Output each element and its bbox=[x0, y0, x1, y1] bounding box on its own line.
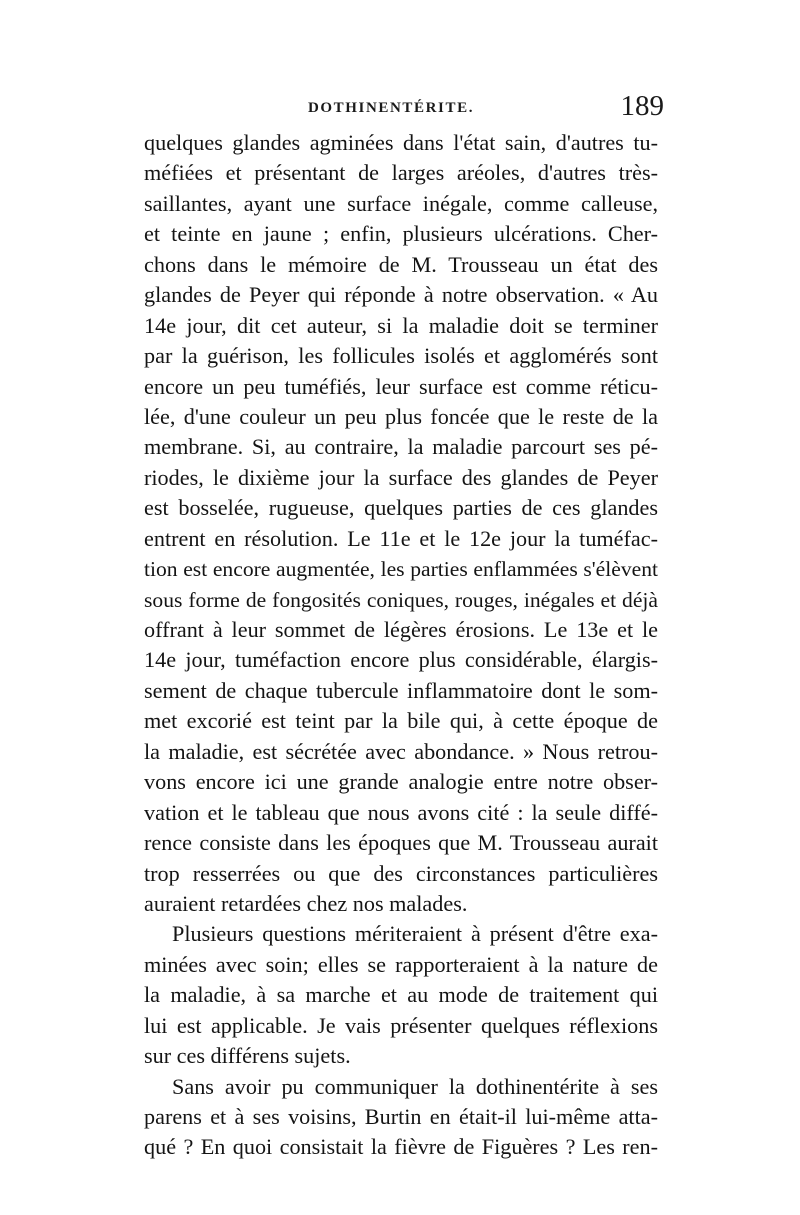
text-line: Plusieurs questions mériteraient à présent d'être exa- bbox=[172, 921, 658, 947]
text-line: glandes de Peyer qui réponde à notre observation. « Au bbox=[144, 282, 658, 308]
text-line: la maladie, est sécrétée avec abondance. » Nous retrou- bbox=[144, 738, 658, 764]
text-line: trop resserrées ou que des circonstances particulières bbox=[144, 860, 658, 886]
text-line: vons encore ici une grande analogie entre notre obser- bbox=[144, 769, 658, 795]
text-line: riodes, le dixième jour la surface des glandes de Peyer bbox=[144, 464, 658, 490]
page-number: 189 bbox=[620, 90, 664, 122]
text-line: 14e jour, dit cet auteur, si la maladie doit se terminer bbox=[144, 312, 658, 338]
text-line: sous forme de fongosités coniques, rouges, inégales et déjà bbox=[144, 587, 658, 612]
text-line: sur ces différens sujets. bbox=[144, 1043, 351, 1069]
running-head bbox=[118, 88, 664, 128]
text-line: lée, d'une couleur un peu plus foncée que le reste de la bbox=[144, 403, 658, 429]
text-line: lui est applicable. Je vais présenter quelques réflexions bbox=[144, 1012, 658, 1038]
text-line: Sans avoir pu communiquer la dothinentérite à ses bbox=[172, 1073, 658, 1099]
text-line: parens et à ses voisins, Burtin en était-il lui-même atta- bbox=[144, 1104, 658, 1129]
text-line: la maladie, à sa marche et au mode de traitement qui bbox=[144, 982, 658, 1008]
text-line: membrane. Si, au contraire, la maladie parcourt ses pé- bbox=[144, 434, 658, 460]
text-line: minées avec soin; elles se rapporteraient à la nature de bbox=[144, 951, 658, 977]
text-line: saillantes, ayant une surface inégale, comme calleuse, bbox=[144, 190, 658, 216]
text-line: encore un peu tuméfiés, leur surface est comme réticu- bbox=[144, 373, 658, 399]
text-line: et teinte en jaune ; enfin, plusieurs ulcérations. Cher- bbox=[144, 221, 658, 247]
text-line: sement de chaque tubercule inflammatoire dont le som- bbox=[144, 677, 658, 703]
text-line: entrent en résolution. Le 11e et le 12e jour la tuméfac- bbox=[144, 525, 658, 551]
text-line: auraient retardées chez nos malades. bbox=[144, 890, 468, 916]
text-line: est bosselée, rugueuse, quelques parties de ces glandes bbox=[144, 495, 658, 521]
text-line: 14e jour, tuméfaction encore plus considérable, élargis- bbox=[144, 647, 658, 673]
text-line: tion est encore augmentée, les parties enflammées s'élèvent bbox=[144, 557, 658, 582]
text-line: quelques glandes agminées dans l'état sain, d'autres tu- bbox=[144, 130, 658, 155]
running-title: DOTHINENTÉRITE. bbox=[307, 100, 475, 116]
text-line: rence consiste dans les époques que M. Trousseau aurait bbox=[144, 830, 658, 856]
text-line: qué ? En quoi consistait la fièvre de Figuères ? Les ren- bbox=[144, 1134, 658, 1160]
body-text bbox=[144, 128, 658, 1163]
text-line: met excorié est teint par la bile qui, à cette époque de bbox=[144, 708, 658, 734]
text-line: par la guérison, les follicules isolés et agglomérés sont bbox=[144, 343, 658, 369]
text-line: méfiées et présentant de larges aréoles, d'autres très- bbox=[144, 160, 658, 186]
text-line: offrant à leur sommet de légères érosions. Le 13e et le bbox=[144, 617, 658, 642]
text-line: vation et le tableau que nous avons cité : la seule diffé- bbox=[144, 799, 658, 825]
text-line: chons dans le mémoire de M. Trousseau un état des bbox=[144, 251, 658, 277]
